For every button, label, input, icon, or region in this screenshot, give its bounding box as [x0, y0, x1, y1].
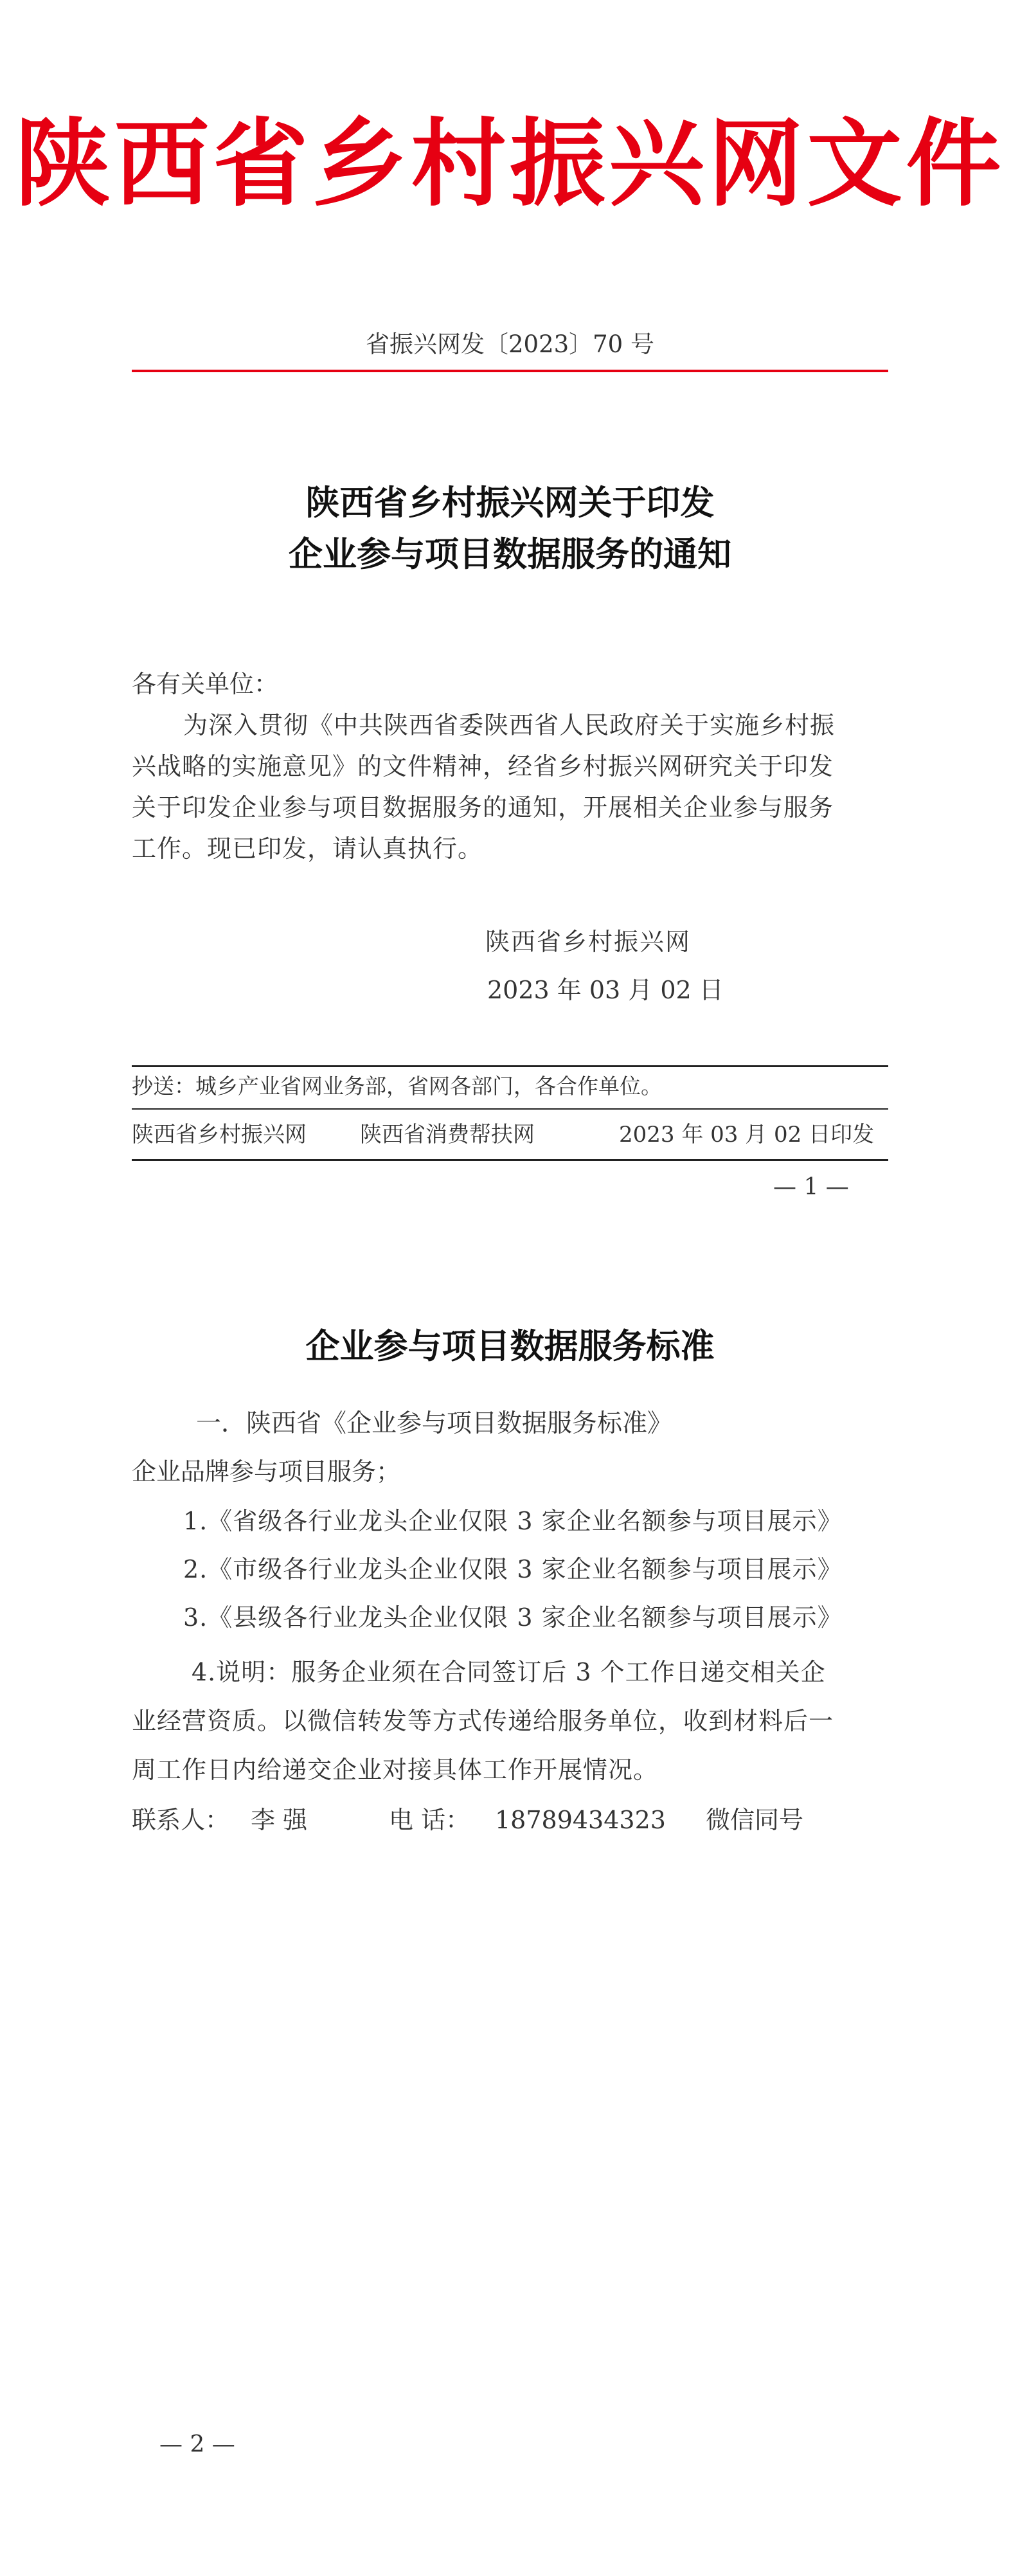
wechat-note: 微信同号	[706, 1806, 804, 1834]
print-date: 2023 年 03 月 02 日印发	[619, 1122, 875, 1148]
note-line-1: 4.说明：服务企业须在合同签订后 3 个工作日递交相关企	[192, 1658, 826, 1686]
salutation: 各有关单位：	[132, 670, 279, 698]
paragraph-line-3: 关于印发企业参与项目数据服务的通知，开展相关企业参与服务	[132, 793, 834, 822]
paragraph-line-4: 工作。现已印发，请认真执行。	[132, 834, 483, 863]
standard-title: 企业参与项目数据服务标准	[305, 1326, 715, 1366]
standard-item-2: 2.《市级各行业龙头企业仅限 3 家企业名额参与项目展示》	[183, 1555, 843, 1583]
page-number-1: — 1 —	[773, 1174, 849, 1200]
document-header-title: 陕西省乡村振兴网文件	[15, 107, 1005, 219]
footer-rule-middle	[132, 1108, 888, 1110]
standard-item-1: 1.《省级各行业龙头企业仅限 3 家企业名额参与项目展示》	[183, 1507, 843, 1535]
notice-title-line-1: 陕西省乡村振兴网关于印发	[305, 483, 715, 523]
footer-rule-top	[132, 1065, 888, 1067]
issuer-1: 陕西省乡村振兴网	[132, 1122, 307, 1148]
page-number-2: — 2 —	[159, 2431, 235, 2458]
cc-line: 抄送：城乡产业省网业务部，省网各部门，各合作单位。	[132, 1074, 662, 1099]
paragraph-line-1: 为深入贯彻《中共陕西省委陕西省人民政府关于实施乡村振	[183, 711, 836, 739]
issuer-2: 陕西省消费帮扶网	[360, 1122, 535, 1148]
standard-intro: 企业品牌参与项目服务；	[132, 1457, 401, 1486]
phone-label: 电 话：	[389, 1806, 470, 1834]
contact-name: 李 强	[251, 1806, 308, 1834]
phone-number: 18789434323	[495, 1806, 666, 1834]
signature-date: 2023 年 03 月 02 日	[487, 976, 724, 1004]
paragraph-line-2: 兴战略的实施意见》的文件精神，经省乡村振兴网研究关于印发	[132, 752, 834, 780]
note-line-2: 业经营资质。以微信转发等方式传递给服务单位，收到材料后一	[132, 1707, 834, 1735]
section-heading: 一．陕西省《企业参与项目数据服务标准》	[196, 1409, 673, 1438]
red-divider	[132, 370, 888, 372]
note-line-3: 周工作日内给递交企业对接具体工作开展情况。	[132, 1756, 659, 1784]
document-number: 省振兴网发〔2023〕70 号	[365, 330, 654, 358]
standard-item-3: 3.《县级各行业龙头企业仅限 3 家企业名额参与项目展示》	[183, 1603, 843, 1632]
contact-label: 联系人：	[132, 1806, 230, 1834]
footer-rule-bottom	[132, 1159, 888, 1161]
notice-title-line-2: 企业参与项目数据服务的通知	[289, 534, 731, 574]
signature-organization: 陕西省乡村振兴网	[485, 928, 692, 956]
